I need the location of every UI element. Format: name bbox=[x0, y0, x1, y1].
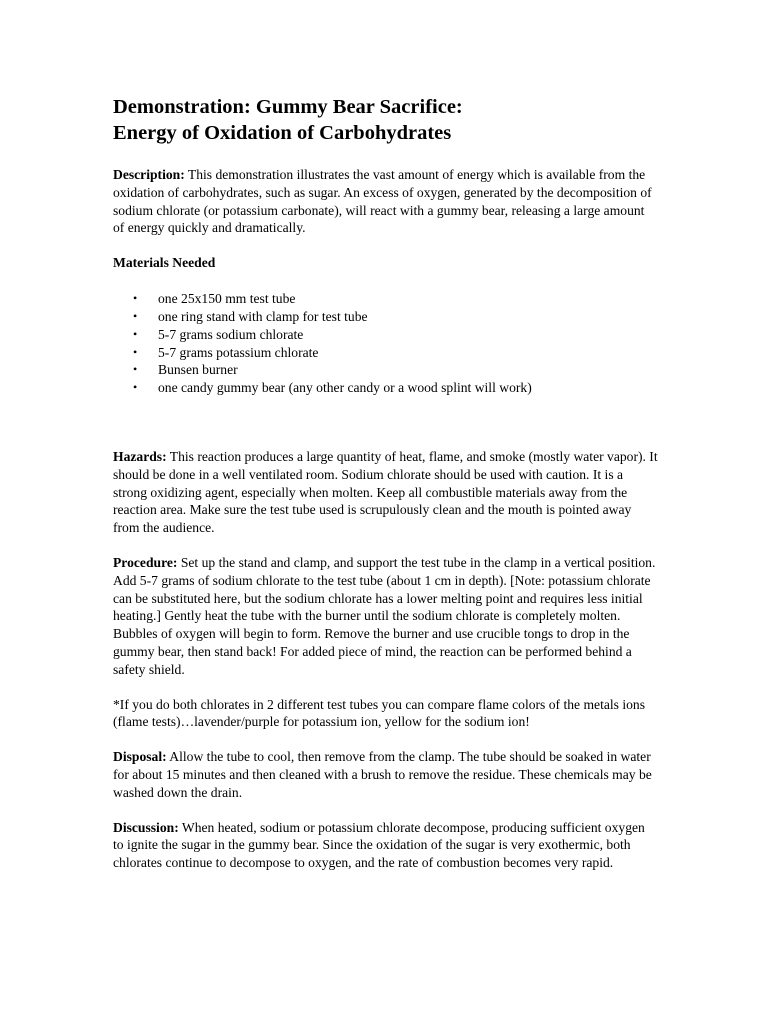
materials-list bbox=[113, 290, 658, 397]
description-paragraph bbox=[113, 166, 658, 237]
title-line-1: Demonstration: Gummy Bear Sacrifice: bbox=[113, 96, 463, 118]
disposal-text: Allow the tube to cool, then remove from the clamp. The tube should be soaked in water for about 15 minutes and then cleaned with a brush to remove the residue. These chemicals may be washed down the drain. bbox=[113, 749, 652, 800]
bullet-icon: • bbox=[133, 344, 138, 359]
hazards-text: This reaction produces a large quantity of heat, flame, and smoke (mostly water vapor). It should be done in a well ventilated room. Sodium chlorate should be used with caution. It is a strong oxidizing agent, especially when molten. Keep all combustible materials away from the reaction area. Make sure the test tube used is scrupulously clean and the mouth is pointed away from the audience. bbox=[113, 448, 658, 536]
description-text: This demonstration illustrates the vast amount of energy which is available from the oxidation of carbohydrates, such as sugar. An excess of oxygen, generated by the decomposition of sodium chlorate (or potassium carbonate), will react with a gummy bear, releasing a large amount of energy quickly and dramatically. bbox=[113, 167, 652, 236]
discussion-paragraph bbox=[113, 819, 658, 872]
list-item bbox=[113, 344, 658, 362]
flame-test-note: *If you do both chlorates in 2 different test tubes you can compare flame colors of the metals ions (flame tests)…lavender/purple for potassium ion, yellow for the sodium ion! bbox=[113, 696, 646, 730]
list-item bbox=[113, 326, 658, 344]
list-item bbox=[113, 290, 658, 308]
list-item-text: one ring stand with clamp for test tube bbox=[158, 308, 368, 324]
list-item-text: one candy gummy bear (any other candy or a wood splint will work) bbox=[158, 380, 532, 396]
list-item-text: 5-7 grams potassium chlorate bbox=[158, 344, 319, 360]
materials-heading: Materials Needed bbox=[113, 255, 216, 271]
list-item-text: one 25x150 mm test tube bbox=[158, 291, 296, 307]
procedure-text: Set up the stand and clamp, and support the test tube in the clamp in a vertical position. Add 5-7 grams of sodium chlorate to the test tube (about 1 cm in depth). [Note: potassium chlorate can be substituted here, but the sodium chlorate has a lower melting point and requires less initial heating.] Gently heat the tube with the burner until the sodium chlorate is completely molten. Bubbles of oxygen will begin to form. Remove the burner and use crucible tongs to drop in the gummy bear, then stand back! For added piece of mind, the reaction can be performed behind a safety shield. bbox=[113, 554, 656, 677]
discussion-label: Discussion: bbox=[113, 819, 179, 835]
bullet-icon: • bbox=[133, 308, 138, 323]
list-item bbox=[113, 308, 658, 326]
list-item bbox=[113, 379, 658, 397]
document-title bbox=[113, 94, 658, 146]
list-item-text: Bunsen burner bbox=[158, 362, 238, 378]
bullet-icon: • bbox=[133, 380, 138, 395]
disposal-label: Disposal: bbox=[113, 749, 167, 765]
list-item bbox=[113, 361, 658, 379]
document-page bbox=[113, 94, 658, 872]
title-line-2: Energy of Oxidation of Carbohydrates bbox=[113, 122, 452, 144]
procedure-label: Procedure: bbox=[113, 554, 178, 570]
list-item-text: 5-7 grams sodium chlorate bbox=[158, 326, 304, 342]
disposal-paragraph bbox=[113, 748, 658, 801]
bullet-icon: • bbox=[133, 291, 138, 306]
bullet-icon: • bbox=[133, 326, 138, 341]
description-label: Description: bbox=[113, 167, 185, 182]
hazards-label: Hazards: bbox=[113, 448, 167, 464]
bullet-icon: • bbox=[133, 362, 138, 377]
discussion-text: When heated, sodium or potassium chlorate decompose, producing sufficient oxygen to ignite the sugar in the gummy bear. Since the oxidation of the sugar is very exothermic, both chlorates continue to decompose to oxygen, and the rate of combustion becomes very rapid. bbox=[113, 819, 645, 871]
procedure-paragraph bbox=[113, 554, 658, 679]
hazards-paragraph bbox=[113, 448, 658, 537]
